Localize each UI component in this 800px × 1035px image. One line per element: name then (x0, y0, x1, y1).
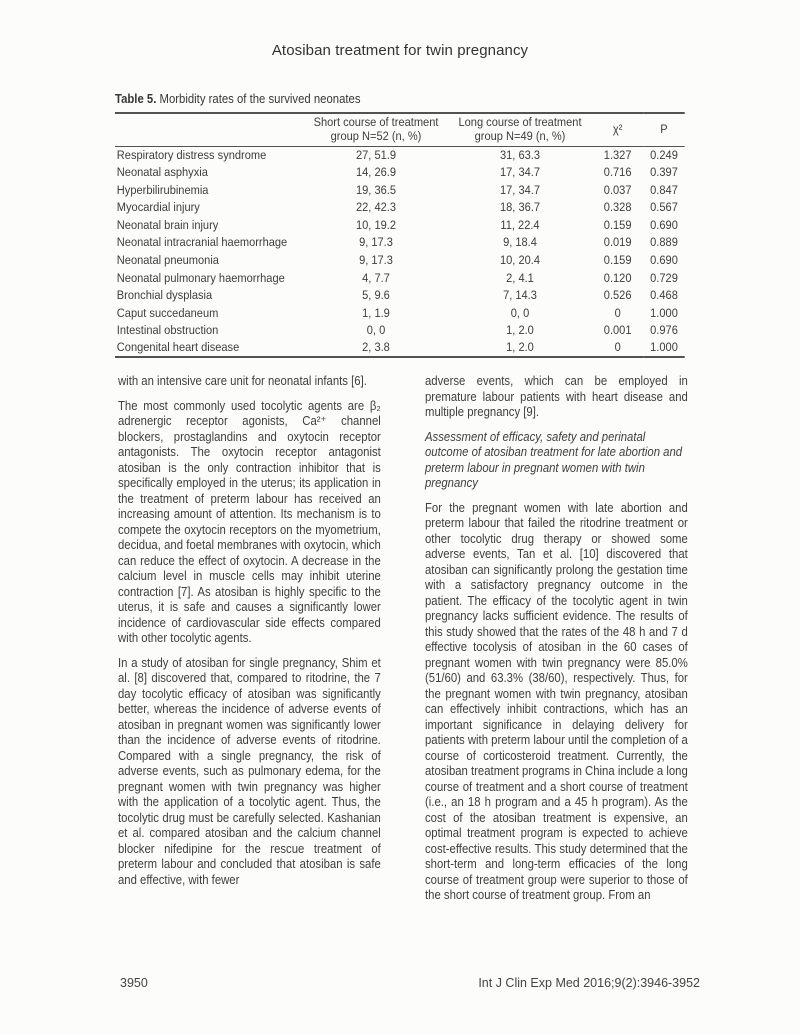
body-paragraph: with an intensive care unit for neonatal infants [6]. (118, 374, 367, 388)
row-label: Neonatal brain injury (116, 217, 219, 232)
p-value: 1.000 (650, 340, 678, 355)
chi-square-value: 0.037 (603, 182, 632, 197)
table-row (115, 199, 685, 217)
table-row (115, 234, 685, 252)
chi-square-value: 0.001 (603, 323, 632, 338)
row-label: Neonatal pneumonia (116, 252, 219, 267)
short-course-value: 9, 17.3 (359, 235, 393, 250)
short-course-value: 1, 1.9 (362, 305, 390, 320)
p-value: 0.889 (650, 235, 678, 250)
table-caption-label: Table 5. (115, 92, 157, 106)
p-value: 0.729 (650, 270, 678, 285)
body-paragraph: The most commonly used tocolytic agents are β₂ adrenergic receptor agonists, Ca²⁺ channel blockers, prostaglandins and oxytocin receptor antagonists. The oxytocin receptor antagonist atosiban is the only contraction inhibitor that is specifically employed in the uterus; its application in the treatment of preterm labour has received an increasing amount of attention. Its mechanism is to compete the oxytocin receptors on the myometrium, decidua, and foetal membranes with oxytocin, which can reduce the effect of oxytocin. A decrease in the calcium level in muscle cells may inhibit uterine contraction [7]. As atosiban is highly specific to the uterus, it is safe and causes a significantly lower incidence of cardiovascular side effects compared with other tocolytic agents. (118, 398, 381, 645)
row-label: Bronchial dysplasia (116, 288, 213, 303)
section-heading: Assessment of efficacy, safety and perinatal outcome of atosiban treatment for late abortion and preterm labour in pregnant women with twin pregnancy (425, 429, 683, 490)
table-row (115, 252, 685, 270)
p-value: 0.690 (650, 217, 678, 232)
short-course-header: Short course of treatment group N=52 (n, %) (313, 115, 439, 143)
p-value: 0.468 (650, 288, 678, 303)
row-label: Hyperbilirubinemia (116, 182, 209, 197)
long-course-value: 0, 0 (510, 305, 530, 320)
short-course-value: 14, 26.9 (355, 164, 396, 179)
body-paragraph: For the pregnant women with late abortion and preterm labour that failed the ritodrine treatment or other tocolytic drug therapy or showed some adverse events, Tan et al. [10] discovered that atosiban can significantly prolong the gestation time with a satisfactory pregnancy outcome in the patient. The efficacy of the tocolytic agent in twin pregnancy lacks sufficient evidence. The results of this study showed that the rates of the 48 h and 7 d effective tocolysis of atosiban in the 60 cases of pregnant women with twin pregnancy were 85.0% (51/60) and 63.3% (38/60), respectively. Thus, for the pregnant women with twin pregnancy, atosiban can effectively inhibit contractions, which has an important significance in delaying delivery for patients with preterm labour until the completion of a course of corticosteroid treatment. Currently, the atosiban treatment programs in China include a long course of treatment and a short course of treatment (i.e., an 18 h program and a 45 h program). As the cost of the atosiban treatment is expensive, an optimal treatment program is expected to achieve cost-effective results. This study determined that the short-term and long-term efficacies of the long course of treatment group were superior to those of the short course of treatment group. From an (425, 500, 688, 902)
row-label: Neonatal intracranial haemorrhage (116, 235, 288, 250)
long-course-value: 9, 18.4 (503, 235, 537, 250)
long-course-value: 18, 36.7 (499, 200, 540, 215)
short-course-value: 27, 51.9 (355, 147, 396, 162)
short-course-value: 19, 36.5 (355, 182, 396, 197)
long-course-header: Long course of treatment group N=49 (n, %) (458, 115, 582, 143)
long-course-value: 17, 34.7 (499, 164, 540, 179)
table-row (115, 304, 685, 322)
chi-square-value: 0.716 (603, 164, 632, 179)
short-course-value: 9, 17.3 (359, 252, 393, 267)
table-caption (115, 92, 686, 106)
p-value-header: P (660, 121, 668, 136)
table-block (115, 92, 686, 358)
table-row (115, 269, 685, 287)
table-row (115, 216, 685, 234)
row-label: Intestinal obstruction (116, 323, 219, 338)
table-row (115, 146, 685, 164)
morbidity-table (115, 112, 685, 358)
long-course-value: 7, 14.3 (503, 288, 537, 303)
row-label: Caput succedaneum (116, 305, 219, 320)
chi-square-value: 0 (614, 340, 621, 355)
table-row (115, 287, 685, 305)
short-course-value: 0, 0 (366, 323, 386, 338)
table-row (115, 340, 685, 358)
p-value: 0.567 (650, 200, 678, 215)
p-value: 0.847 (650, 182, 678, 197)
chi-square-value: 0.019 (603, 235, 632, 250)
table-row (115, 181, 685, 199)
body-paragraph: adverse events, which can be employed in premature labour patients with heart disease and multiple pregnancy [9]. (425, 374, 688, 419)
short-course-value: 5, 9.6 (362, 288, 390, 303)
short-course-value: 4, 7.7 (362, 270, 390, 285)
chi-square-header: χ² (612, 121, 623, 136)
row-label: Respiratory distress syndrome (116, 147, 267, 162)
p-value: 0.397 (650, 164, 678, 179)
footer-page-number: 3950 (120, 976, 148, 990)
chi-square-value: 0.328 (603, 200, 632, 215)
running-title: Atosiban treatment for twin pregnancy (271, 42, 529, 59)
chi-square-value: 0 (614, 305, 621, 320)
p-value: 0.976 (650, 323, 678, 338)
chi-square-value: 1.327 (603, 147, 632, 162)
left-text-column (118, 374, 381, 888)
long-course-value: 2, 4.1 (506, 270, 534, 285)
chi-square-value: 0.159 (603, 217, 632, 232)
chi-square-value: 0.159 (603, 252, 632, 267)
table-caption-text: Morbidity rates of the survived neonates (159, 92, 361, 106)
chi-square-value: 0.120 (603, 270, 632, 285)
row-label: Myocardial injury (116, 200, 200, 215)
short-course-value: 10, 19.2 (355, 217, 396, 232)
table-row (115, 164, 685, 182)
right-text-column (425, 374, 688, 904)
table-row (115, 322, 685, 340)
p-value: 0.690 (650, 252, 678, 267)
empty-header-cell (115, 113, 304, 146)
long-course-value: 10, 20.4 (499, 252, 540, 267)
long-course-value: 1, 2.0 (506, 340, 534, 355)
short-course-value: 2, 3.8 (362, 340, 390, 355)
long-course-value: 1, 2.0 (506, 323, 534, 338)
short-course-value: 22, 42.3 (355, 200, 396, 215)
row-label: Neonatal asphyxia (116, 164, 208, 179)
p-value: 1.000 (650, 305, 678, 320)
long-course-value: 17, 34.7 (499, 182, 540, 197)
chi-square-value: 0.526 (603, 288, 632, 303)
long-course-value: 31, 63.3 (499, 147, 540, 162)
p-value: 0.249 (650, 147, 678, 162)
row-label: Congenital heart disease (116, 340, 240, 355)
body-paragraph: In a study of atosiban for single pregnancy, Shim et al. [8] discovered that, compared to ritodrine, the 7 day tocolytic efficacy of atosiban was significantly better, whereas the incidence of adverse events of atosiban in pregnant women was significantly lower than the incidence of adverse events of ritodrine. Compared with a single pregnancy, the risk of adverse events, such as pulmonary edema, for the pregnant women with twin pregnancy was higher with the application of a tocolytic agent. Thus, the tocolytic drug must be carefully selected. Kashanian et al. compared atosiban and the calcium channel blocker nifedipine for the rescue treatment of preterm labour and concluded that atosiban is safe and effective, with fewer (118, 655, 381, 887)
row-label: Neonatal pulmonary haemorrhage (116, 270, 285, 285)
long-course-value: 11, 22.4 (500, 217, 540, 232)
footer-citation: Int J Clin Exp Med 2016;9(2):3946-3952 (478, 976, 700, 990)
table-header-row (115, 113, 685, 146)
